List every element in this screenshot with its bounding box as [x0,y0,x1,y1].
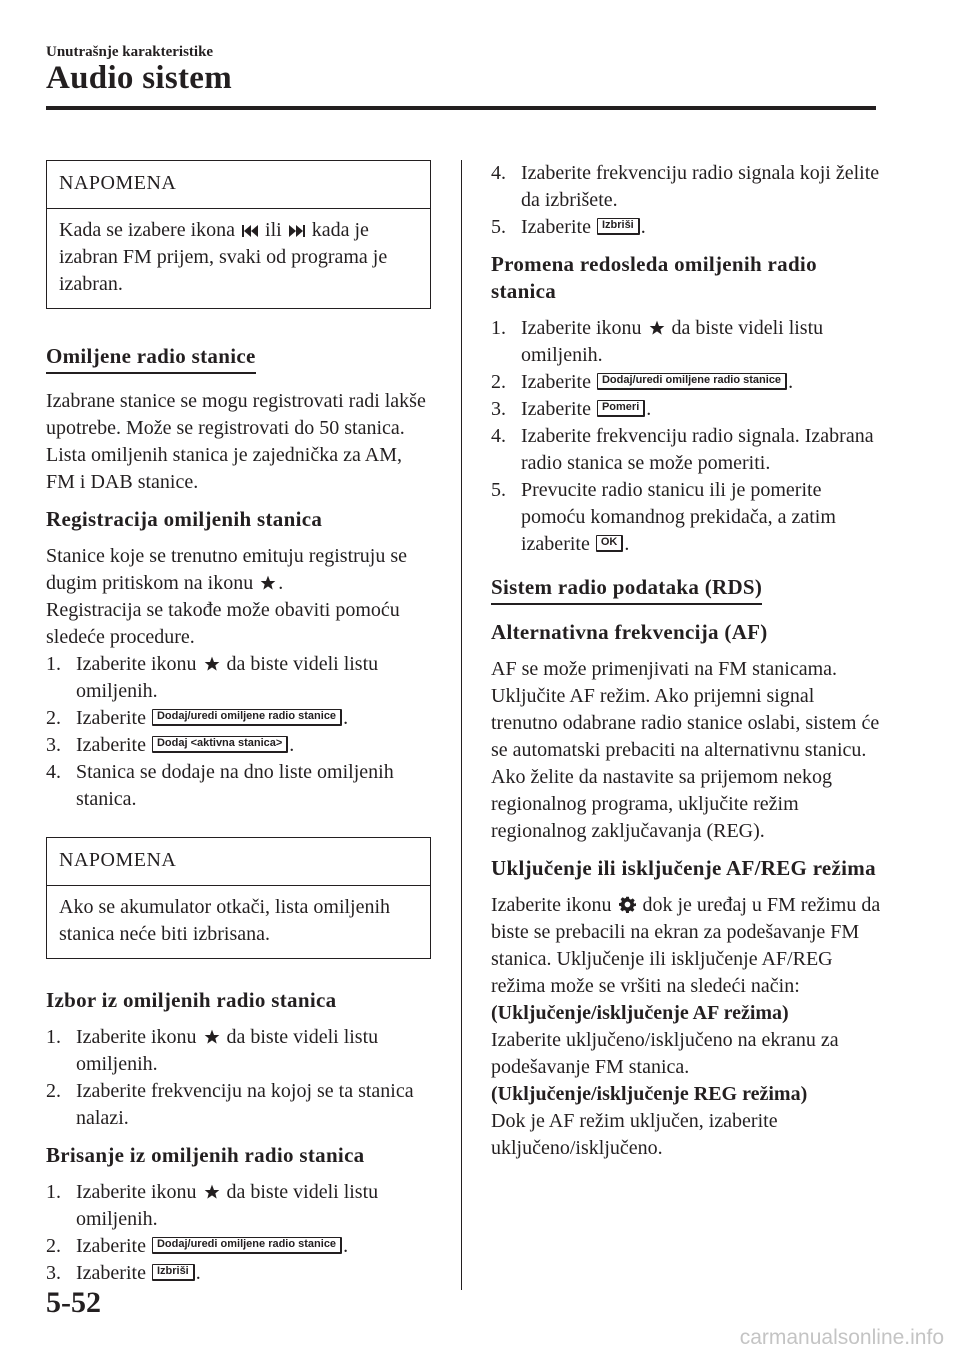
paragraph: Stanice koje se trenutno emituju registruju se dugim pritiskom na ikonu . Registracija se takođe može obaviti pomoću sledeće procedure. [46,545,408,648]
list-item: 2. Izaberite Dodaj/uredi omiljene radio stanice . [491,371,794,393]
list-item: 5. Izaberite Izbriši . [491,216,646,238]
note-text: Kada se izabere ikona [59,219,236,241]
column-divider [461,160,462,1290]
note-body: Ako se akumulator otkači, lista omiljenih stanica neće biti izbrisana. [59,896,391,945]
note-title: NAPOMENA [47,161,430,209]
heading-reorder: Promena redosleda omiljenih radio stanica [491,252,817,303]
heading-af: Alternativna frekvencija (AF) [491,620,768,644]
subheading-af-toggle: (Uključenje/isključenje AF režima) [491,1002,789,1024]
heading-rds: Sistem radio podataka (RDS) [491,574,762,605]
heading-toggle-af-reg: Uključenje ili isključenje AF/REG režima [491,856,876,880]
header-rule [46,106,876,110]
star-icon [204,656,220,672]
edit-favorites-button: Dodaj/uredi omiljene radio stanice [152,1237,342,1254]
paragraph: Izaberite ikonu dok je uređaj u FM režimu da biste se prebacili na ekran za podešavanje FM stanica. Uključenje ili isključenje AF/REG režima može se vršiti na sledeći način: [491,894,881,997]
list-item: 2. Izaberite Dodaj/uredi omiljene radio stanice . [46,1235,349,1257]
steps-select [46,1024,431,1132]
page-number: 5-52 [46,1286,101,1319]
note-text: kada je izabran FM prijem, svaki od programa je izabran. [59,219,388,295]
list-item: 1. Izaberite ikonu da biste videli listu omiljenih. [491,317,824,366]
left-column [46,160,431,1297]
edit-favorites-button: Dodaj/uredi omiljene radio stanice [597,373,787,390]
list-item: 4. Izaberite frekvenciju radio signala. Izabrana radio stanica se može pomeriti. [491,425,874,474]
list-item: 3. Izaberite Dodaj <aktivna stanica> . [46,734,295,756]
note-title: NAPOMENA [47,838,430,886]
list-item: 1. Izaberite ikonu da biste videli listu omiljenih. [46,1181,379,1230]
note-box-seek [46,160,431,309]
right-column [491,160,881,1162]
paragraph: Ako želite da nastavite sa prijemom nekog regionalnog programa, uključite režim regionalnog zaključavanja (REG). [491,766,833,842]
steps-register [46,651,431,813]
chapter-title: Audio sistem [46,60,233,96]
heading-register: Registracija omiljenih stanica [46,507,323,531]
steps-delete [46,1179,431,1287]
steps-delete-continued [491,160,881,241]
watermark: carmanualsonline.info [739,1326,944,1349]
add-active-station-button: Dodaj <aktivna stanica> [152,736,288,753]
edit-favorites-button: Dodaj/uredi omiljene radio stanice [152,709,342,726]
subheading-reg-toggle: (Uključenje/isključenje REG režima) [491,1083,808,1105]
list-item: 3. Izaberite Pomeri . [491,398,652,420]
list-item: 1. Izaberite ikonu da biste videli listu omiljenih. [46,1026,379,1075]
heading-delete: Brisanje iz omiljenih radio stanica [46,1143,365,1167]
move-button: Pomeri [597,400,645,417]
paragraph: Izaberite uključeno/isključeno na ekranu za podešavanje FM stanica. [491,1029,839,1078]
list-item: 3. Izaberite Izbriši . [46,1262,201,1284]
star-icon [204,1029,220,1045]
note-text: ili [265,219,282,241]
star-icon [204,1184,220,1200]
heading-favorites: Omiljene radio stanice [46,343,256,374]
delete-button: Izbriši [152,1264,195,1281]
gear-icon [619,896,636,913]
list-item: 2. Izaberite frekvenciju na kojoj se ta stanica nalazi. [46,1080,414,1129]
skip-forward-icon [289,224,305,238]
star-icon [649,320,665,336]
heading-select: Izbor iz omiljenih radio stanica [46,988,337,1012]
list-item: 4. Stanica se dodaje na dno liste omiljenih stanica. [46,761,394,810]
star-icon [260,575,276,591]
note-box-battery [46,837,431,959]
list-item: 2. Izaberite Dodaj/uredi omiljene radio stanice . [46,707,349,729]
skip-back-icon [242,224,258,238]
paragraph: Izabrane stanice se mogu registrovati radi lakše upotrebe. Može se registrovati do 50 stanica. Lista omiljenih stanica je zajednička za AM, FM i DAB stanice. [46,390,426,493]
section-label: Unutrašnje karakteristike [46,44,214,60]
list-item: 1. Izaberite ikonu da biste videli listu omiljenih. [46,653,379,702]
list-item: 5. Prevucite radio stanicu ili je pomerite pomoću komandnog prekidača, a zatim izaberite OK . [491,479,836,555]
steps-reorder [491,315,881,558]
paragraph: AF se može primenjivati na FM stanicama. Uključite AF režim. Ako prijemni signal trenutno odabrane radio stanice oslabi, sistem će se automatski prebaciti na alternativnu stanicu. [491,658,880,761]
note-body [47,209,430,308]
ok-button: OK [596,535,624,552]
list-item: 4. Izaberite frekvenciju radio signala koji želite da izbrišete. [491,162,880,211]
paragraph: Dok je AF režim uključen, izaberite uključeno/isključeno. [491,1110,778,1159]
delete-button: Izbriši [597,218,640,235]
